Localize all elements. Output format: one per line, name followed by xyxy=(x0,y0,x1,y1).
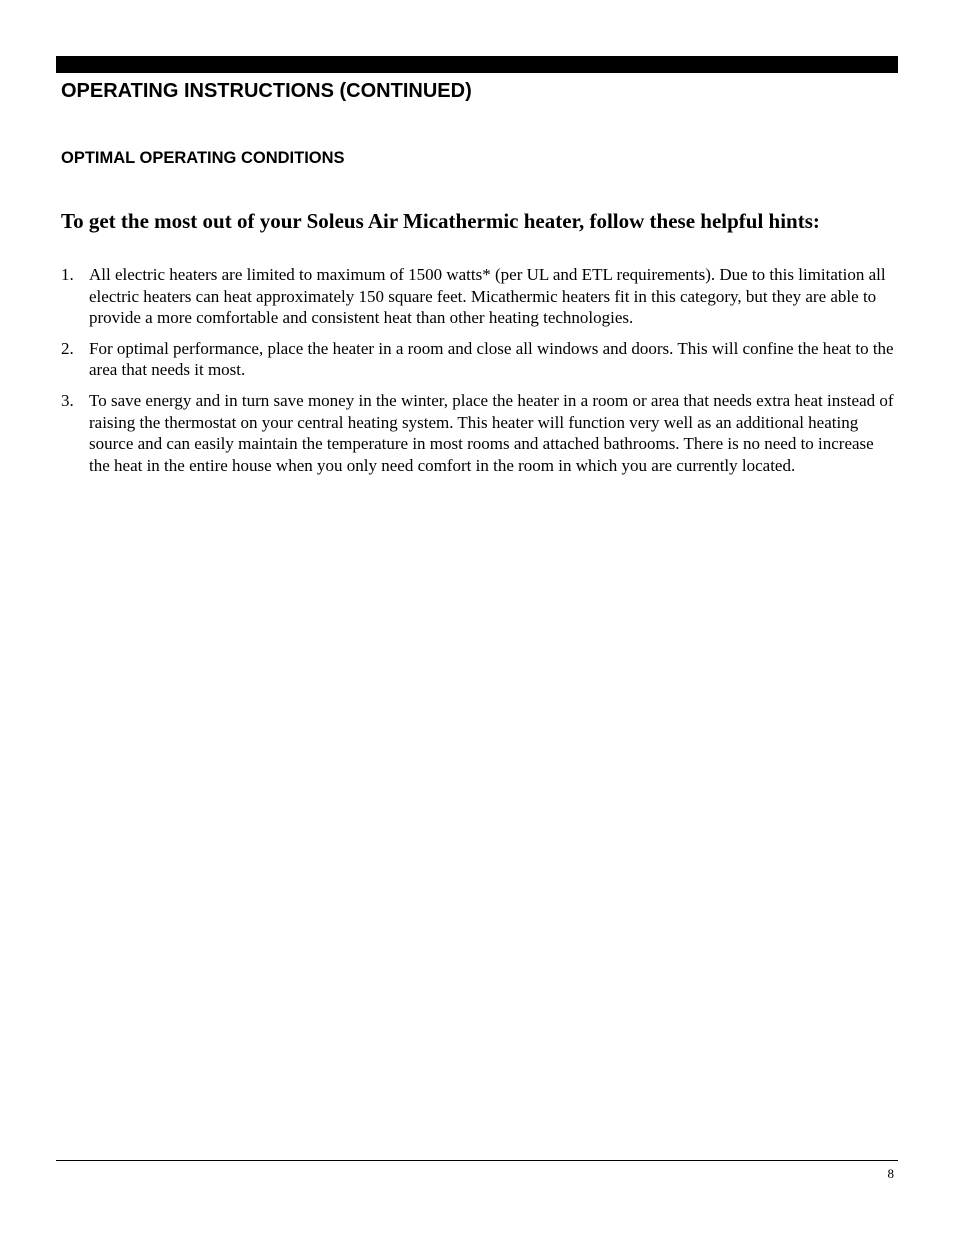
list-item xyxy=(61,390,897,476)
list-item xyxy=(61,264,897,329)
list-item-text: For optimal performance, place the heater in a room and close all windows and doors. This will confine the heat to the area that needs it most. xyxy=(89,338,894,380)
hint-list xyxy=(61,264,897,485)
list-item xyxy=(61,338,897,381)
list-item-number: 1. xyxy=(61,265,74,284)
footer-rule xyxy=(56,1160,898,1161)
intro-heading: To get the most out of your Soleus Air Micathermic heater, follow these helpful hints: xyxy=(61,209,820,233)
list-item-text: All electric heaters are limited to maximum of 1500 watts* (per UL and ETL requirements). Due to this limitation all electric heaters can heat approximately 150 square feet. Micathermic heaters fit in this category, but they are able to provide a more comfortable and consistent heat than other heating technologies. xyxy=(89,265,886,328)
section-title: OPERATING INSTRUCTIONS (CONTINUED) xyxy=(61,80,472,102)
header-bar xyxy=(56,56,898,73)
list-item-text: To save energy and in turn save money in the winter, place the heater in a room or area that needs extra heat instead of raising the thermostat on your central heating system. This heater will function very well as an additional heating source and can easily maintain the temperature in most rooms and attached bathrooms. There is no need to increase the heat in the entire house when you only need comfort in the room in which you are currently located. xyxy=(89,390,894,475)
page-number: 8 xyxy=(887,1166,894,1181)
list-item-number: 3. xyxy=(61,390,74,410)
list-item-number: 2. xyxy=(61,338,74,358)
subsection-title: OPTIMAL OPERATING CONDITIONS xyxy=(61,149,345,167)
